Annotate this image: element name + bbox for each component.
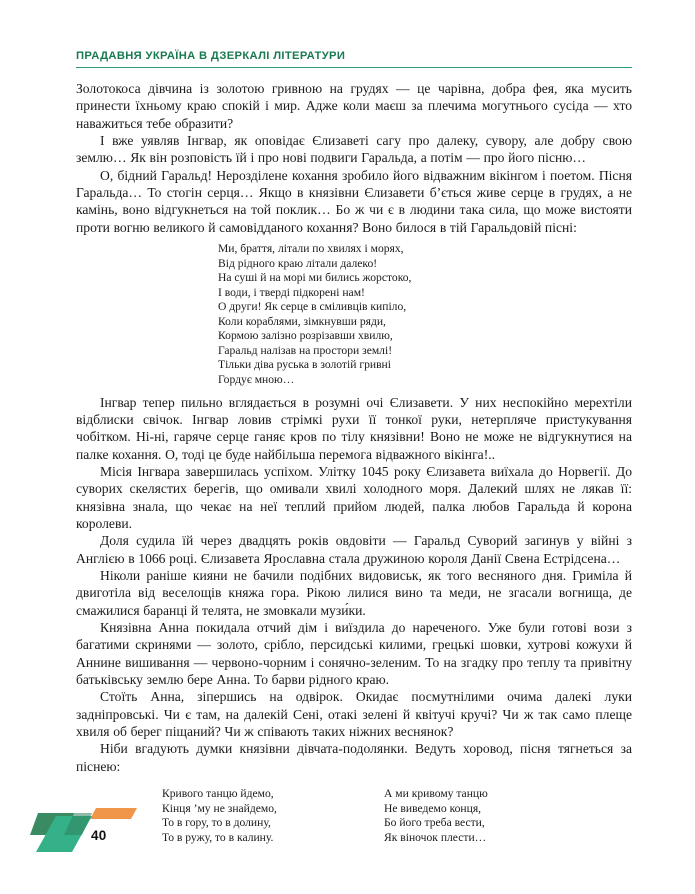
page-number: 40 bbox=[91, 828, 107, 843]
running-head bbox=[76, 50, 632, 68]
running-head-title: ПРАДАВНЯ УКРАЇНА В ДЗЕРКАЛІ ЛІТЕРАТУРИ bbox=[76, 50, 346, 62]
verse-line: Тільки діва руська в золотій гривні bbox=[218, 358, 391, 372]
text-column bbox=[76, 80, 632, 846]
body-paragraph: Інгвар тепер пильно вглядається в розумні очі Єлизавети. У них неспокійно мерехтіли відблиски свічок. Інгвар ловив стрімкі рухи її тонкої руки, нетерпляче пристукування чобітком. Ні-ні, гаряче серце ганяє кров по тілу князівни! Воно не може не відгукнутися на палке кохання. О, тоді це буде найбільша перемога відважного вікінга!.. bbox=[76, 394, 632, 462]
verse-line: Ми, браття, літали по хвилях і морях, bbox=[218, 242, 404, 256]
verse-line: То в ружу, то в калину. bbox=[162, 830, 274, 844]
verse-line: То в гору, то в долину, bbox=[162, 816, 271, 830]
verse-line: Бо його треба вести, bbox=[384, 816, 485, 830]
body-paragraph: Ніби вгадують думки князівни дівчата-подолянки. Ведуть хоровод, пісня тягнеться за піснею: bbox=[76, 741, 632, 774]
verse-line: А ми кривому танцю bbox=[384, 787, 488, 801]
verse-line: Кінця ’му не знайдемо, bbox=[162, 801, 277, 815]
verse-line: Гордує мною… bbox=[218, 373, 295, 387]
folk-song-left-column bbox=[162, 787, 384, 845]
verse-line: Кривого танцю йдемо, bbox=[162, 787, 274, 801]
page-footer bbox=[30, 806, 170, 864]
body-paragraph: Князівна Анна покидала отчий дім і виїздила до нареченого. Уже були готові вози з багатими скринями — золото, срібло, персидські килими, грецькі шовки, хутрові кожухи й Аннине вишивання — червоно-чорним і сонячно-зеленим. То на згадку про теплу та привітну батьківську землю бере Анна. То барви рідного краю. bbox=[76, 620, 632, 688]
body-paragraph: Золотокоса дівчина із золотою гривною на грудях — це чарівна, добра фея, яка мусить принести їхньому краю спокій і мир. Адже коли маєш за плечима могутнього сусіда — хто наважиться тебе образити? bbox=[76, 81, 632, 131]
decorative-logo-icon bbox=[30, 806, 145, 852]
verse-line: Не виведемо конця, bbox=[384, 801, 482, 815]
folk-song-right-column bbox=[384, 787, 606, 845]
body-paragraph: Ніколи раніше кияни не бачили подібних видовиськ, як того весняного дня. Гриміла й двиготіла від веселощів княжа гора. Рікою лилися вино та меди, не згасали вогнища, де смажилися баранці й телята, не змовкали музи́ки. bbox=[76, 568, 632, 618]
verse-line: Кормою залізно розрізавши хвилю, bbox=[218, 329, 393, 343]
verse-line: І води, і тверді підкорені нам! bbox=[218, 285, 365, 299]
running-head-rule bbox=[76, 67, 632, 68]
body-paragraph: І вже уявляв Інгвар, як оповідає Єлизаветі сагу про далеку, сувору, але добру свою землю… Як він розповість їй і про нові подвиги Гаральда, а потім — про його пісню… bbox=[76, 133, 632, 166]
body-paragraph: О, бідний Гаральд! Нерозділене кохання зробило його відважним вікінгом і поетом. Пісня Гаральда… То стогін серця… Якщо в князівни Єлизавети б’ється живе серце в грудях, а не камінь, воно відгукнеться на той поклик… Бо ж чи є в людини така сила, що може вистояти проти вогню великого й самовідданого кохання? Воно билося в тій Гаральдовій пісні: bbox=[76, 167, 632, 235]
verse-block-haralds-song bbox=[76, 242, 632, 387]
verse-line: Гаральд налізав на простори землі! bbox=[218, 343, 393, 357]
verse-line: На суші й на морі ми бились жорстоко, bbox=[218, 271, 412, 285]
body-paragraph: Місія Інгвара завершилась успіхом. Улітку 1045 року Єлизавета виїхала до Норвегії. До суворих скелястих берегів, що омивали хвилі холодного моря. Далекий шлях не лякав її: князівна знала, що чекає на неї теплий прийом людей, палка любов Гаральда й корона королеви. bbox=[76, 463, 632, 531]
verse-line: О други! Як серце в сміливців кипіло, bbox=[218, 300, 407, 314]
body-paragraph: Доля судила їй через двадцять років овдовіти — Гаральд Суворий загинув у війні з Англією в 1066 році. Єлизавета Ярославна стала дружиною короля Данії Свена Естрідсена… bbox=[76, 533, 632, 566]
body-paragraph: Стоїть Анна, зіпершись на одвірок. Окидає посмутнілими очима далекі луки задніпровські. Чи є там, на далекій Сені, отакі зелені й квітучі кручі? Чи ж так само плеще хвиля об берег піщаний? Чи ж співають таких ніжних веснянок? bbox=[76, 689, 632, 740]
verse-line: Від рідного краю літали далеко! bbox=[218, 256, 378, 270]
verse-line: Коли кораблями, зімкнувши ряди, bbox=[218, 314, 386, 328]
verse-line: Як віночок плести… bbox=[384, 830, 487, 844]
